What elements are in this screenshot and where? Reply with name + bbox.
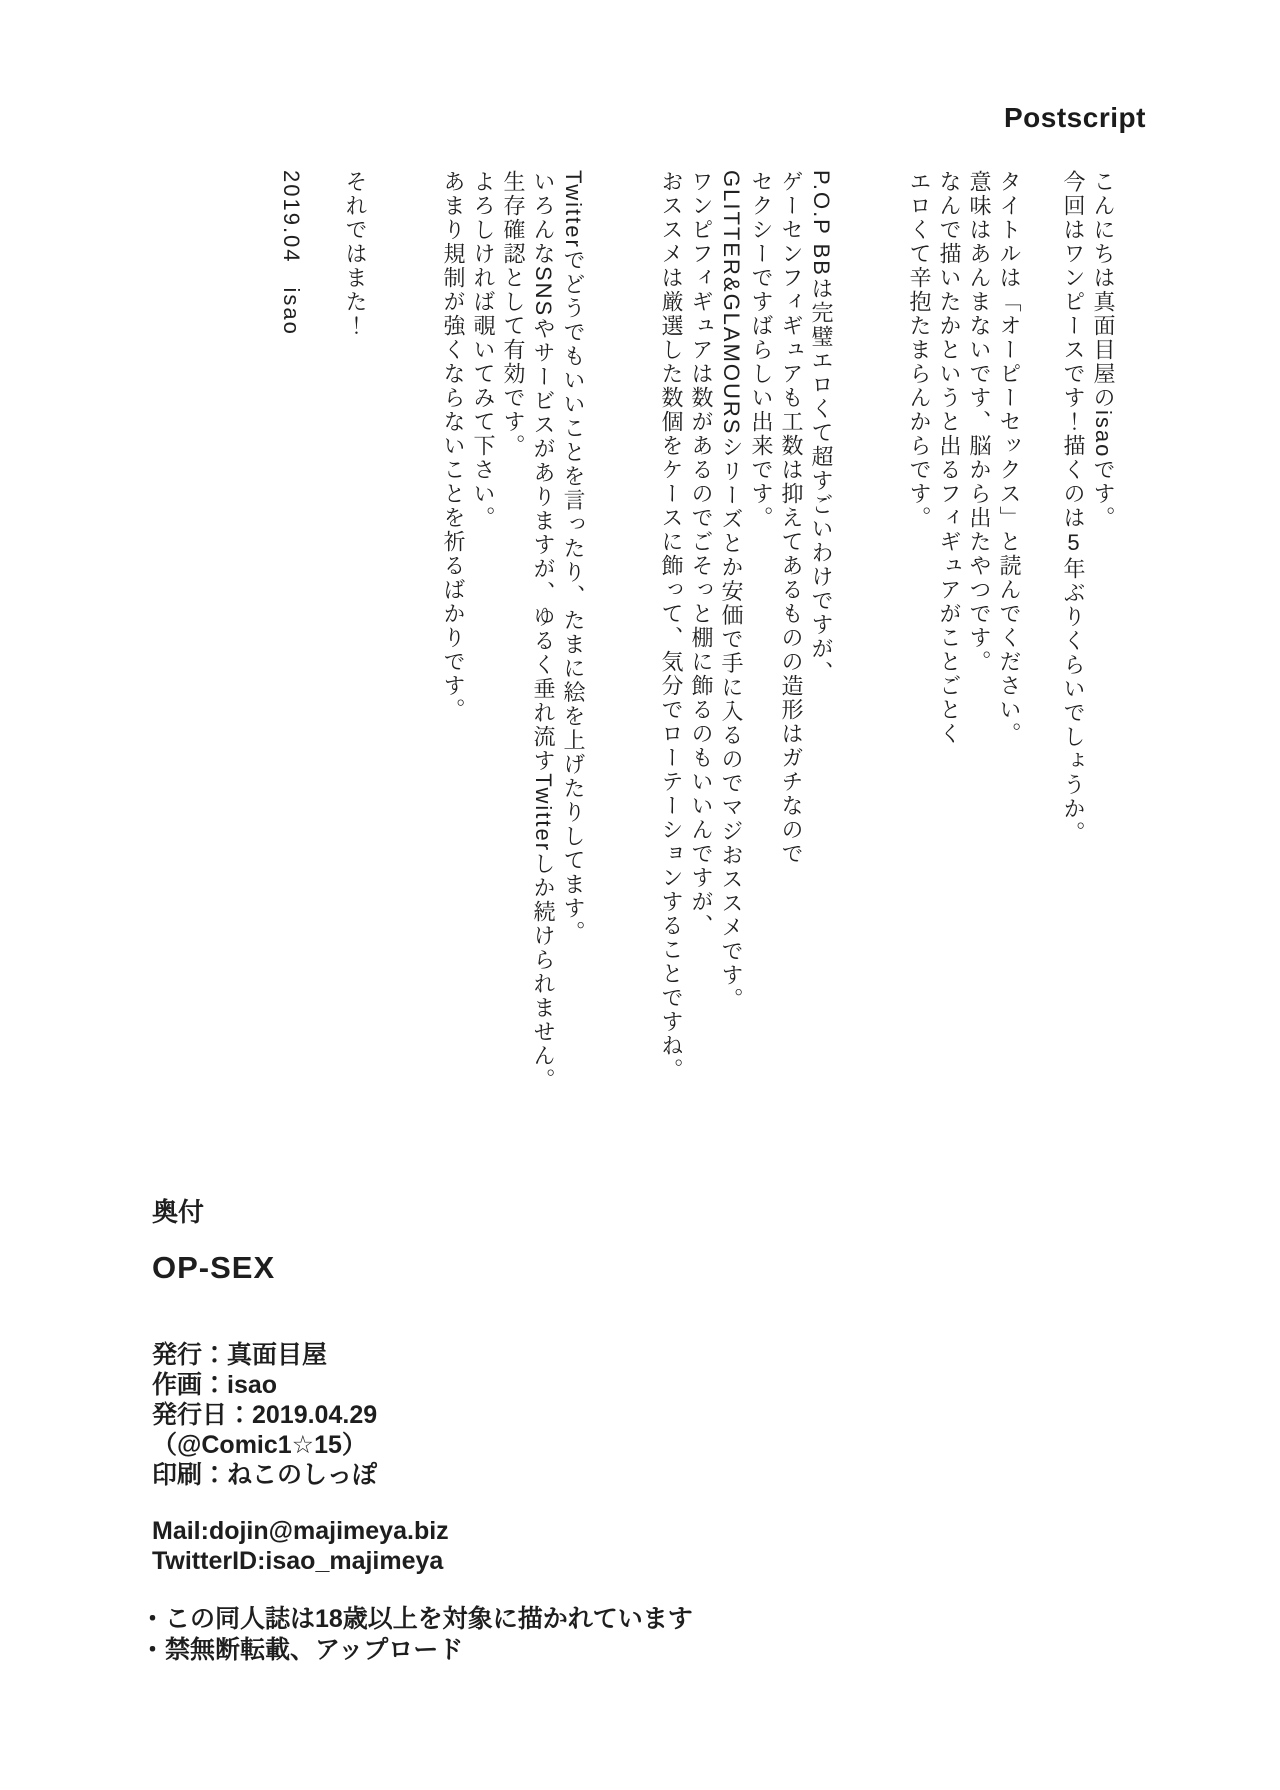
postscript-line: P.O.P BBは完璧エロくて超すごいわけですが、 [809,170,834,685]
postscript-line: 意味はあんまないです、脳から出たやつです。 [967,170,992,674]
colophon-heading: 奥付 [152,1197,205,1227]
postscript-line: セクシーですばらしい出来です。 [749,170,774,530]
postscript-date-signature: 2019.04 isao [279,170,304,336]
postscript-line: Twitterでどうでもいいことを言ったり、たまに絵を上げたりしてます。 [561,170,586,945]
postscript-line: ワンピフィギュアは数があるのでごそっと棚に飾るのもいいんですが、 [689,170,714,938]
postscript-line: 生存確認として有効です。 [501,170,526,458]
publish-date-line: 発行日：2019.04.29 [152,1401,378,1429]
postscript-signature-group [276,170,306,1085]
postscript-line: GLITTER&GLAMOURSシリーズとか安価で手に入るのでマジおススメです。 [719,170,744,1012]
postscript-paragraph-group [656,170,836,1085]
page-title: Postscript [1004,102,1146,133]
artist-line: 作画：isao [152,1371,278,1399]
colophon-book-title: OP-SEX [152,1250,276,1285]
postscript-paragraph-group [904,170,1024,1085]
postscript-closing-line: それではまた！ [343,170,368,338]
postscript-line: タイトルは「オーピーセックス」と読んでください。 [997,170,1022,746]
postscript-body [276,170,1118,1093]
mail-line: Mail:dojin@majimeya.biz [152,1517,449,1545]
postscript-paragraph-group [438,170,588,1093]
postscript-paragraph-group [1058,170,1118,1085]
no-repost-line: ・禁無断転載、アップロード [140,1636,464,1664]
event-line: （@Comic1☆15） [152,1431,367,1459]
postscript-line: エロくて辛抱たまらんからです。 [907,170,932,530]
postscript-line: こんにちは真面目屋のisaoです。 [1091,170,1116,531]
postscript-line: ゲーセンフィギュアも工数は抑えてあるものの造形はガチなので [779,170,804,866]
postscript-line: おススメは厳選した数個をケースに飾って、気分でローテーションすることですね。 [659,170,684,1082]
colophon-contact-block [152,1516,449,1576]
age-notice-line: ・この同人誌は18歳以上を対象に描かれています [140,1605,693,1633]
postscript-line: いろんなSNSやサービスがありますが、ゆるく垂れ流すTwitterしか続けられません。 [531,170,556,1093]
printer-line: 印刷：ねこのしっぽ [152,1461,378,1489]
twitter-id-line: TwitterID:isao_majimeya [152,1547,444,1575]
postscript-line: 今回はワンピースです！描くのは5年ぶりくらいでしょうか。 [1061,170,1086,845]
postscript-line: あまり規制が強くならないことを祈るばかりです。 [441,170,466,722]
postscript-closing-group [340,170,370,1085]
colophon-notes-block [140,1604,693,1666]
publisher-line: 発行：真面目屋 [152,1341,328,1369]
postscript-line: なんで描いたかというと出るフィギュアがことごとく [937,170,962,746]
postscript-line: よろしければ覗いてみて下さい。 [471,170,496,530]
colophon-publication-block [152,1340,377,1490]
